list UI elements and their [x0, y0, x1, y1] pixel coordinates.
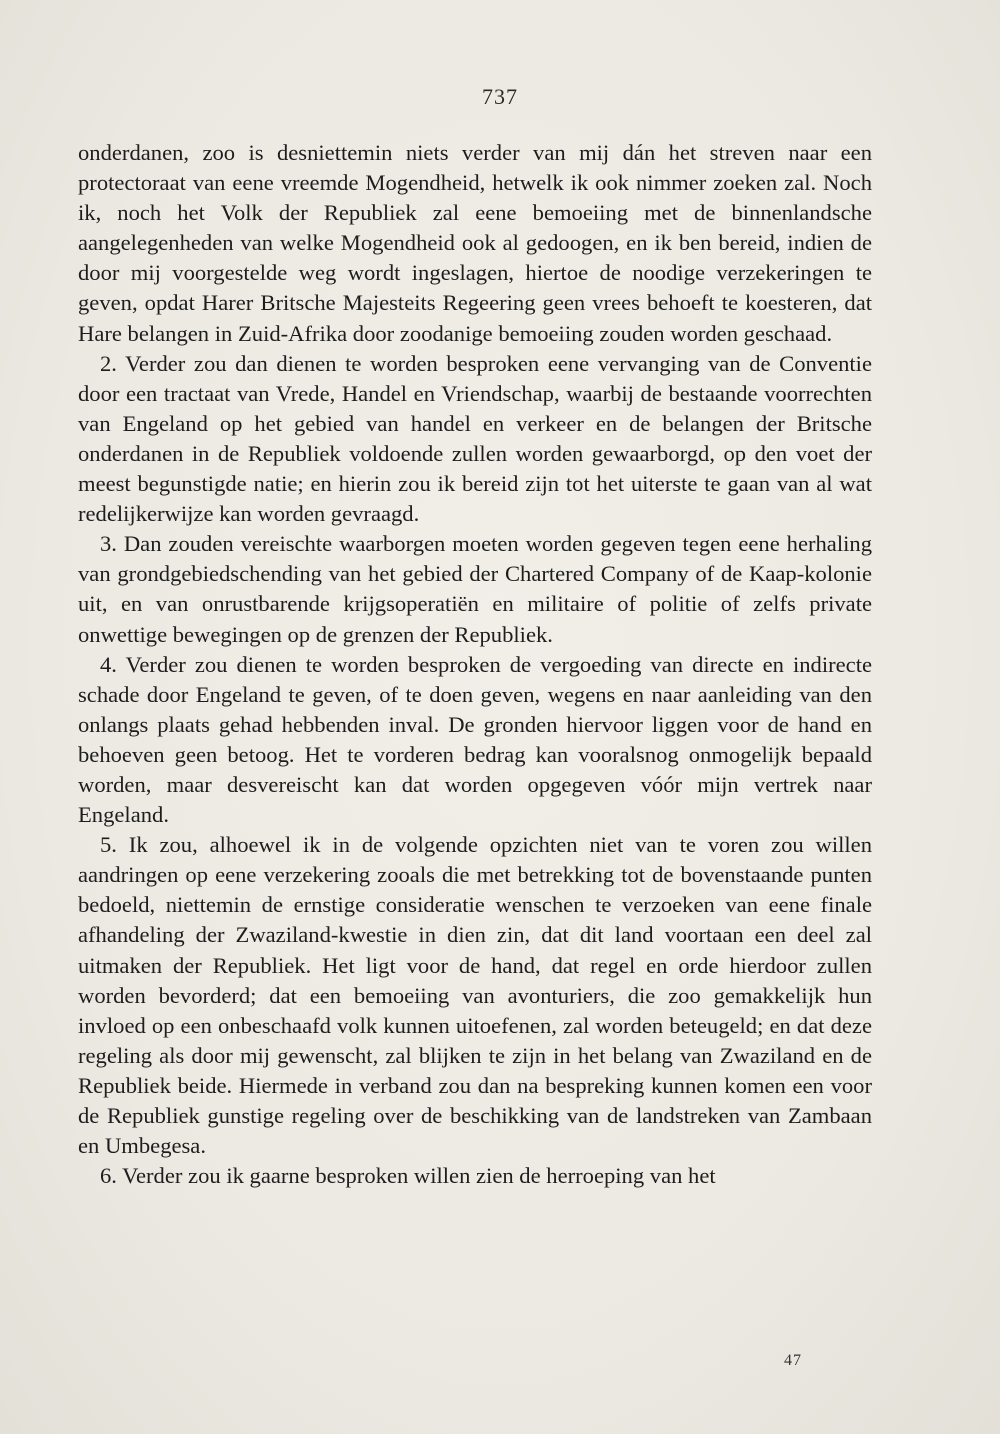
- paragraph-5: 5. Ik zou, alhoewel ik in de volgende opzichten niet van te voren zou willen aandringen op eene verzekering zooals die met betrekking tot de bovenstaande punten bedoeld, niettemin de ernstige consideratie wenschen te verzoeken van eene finale afhandeling der Zwaziland-kwestie in dien zin, dat dit land voortaan een deel zal uitmaken der Republiek. Het ligt voor de hand, dat regel en orde hierdoor zullen worden bevorderd; dat een bemoeiing van avonturiers, die zoo gemakkelijk hun invloed op een onbeschaafd volk kunnen uitoefenen, zal worden beteugeld; en dat deze regeling als door mij gewenscht, zal blijken te zijn in het belang van Zwaziland en de Republiek beide. Hiermede in verband zou dan na bespreking kunnen komen een voor de Republiek gunstige regeling over de beschikking van de landstreken van Zambaan en Umbegesa.: [78, 832, 872, 1159]
- paragraph-3: 3. Dan zouden vereischte waarborgen moeten worden gegeven tegen eene herhaling van grondgebiedschending van het gebied der Chartered Company of de Kaap-kolonie uit, en van onrustbarende krijgsoperatiën en militaire of politie of zelfs private onwettige bewegingen op de grenzen der Republiek.: [78, 531, 872, 647]
- paragraph-intro: onderdanen, zoo is desniettemin niets verder van mij dán het streven naar een protectoraat van eene vreemde Mogendheid, hetwelk ik ook nimmer zoeken zal. Noch ik, noch het Volk der Republiek zal eene bemoeiing met de binnenlandsche aangelegenheden van welke Mogendheid ook al gedoogen, en ik ben bereid, indien de door mij voorgestelde weg wordt ingeslagen, hiertoe de noodige verzekeringen te geven, opdat Harer Britsche Majesteits Regeering geen vrees behoeft te koesteren, dat Hare belangen in Zuid-Afrika door zoodanige bemoeiing zouden worden geschaad.: [78, 140, 872, 346]
- signature-mark: 47: [784, 1352, 802, 1369]
- body-text: [78, 138, 872, 1191]
- paragraph-2: 2. Verder zou dan dienen te worden besproken eene vervanging van de Conventie door een tractaat van Vrede, Handel en Vriendschap, waarbij de bestaande voorrechten van Engeland op het gebied van handel en verkeer en de belangen der Britsche onderdanen in de Republiek voldoende zullen worden gewaarborgd, op den voet der meest begunstigde natie; en hierin zou ik bereid zijn tot het uiterste te gaan van al wat redelijkerwijze kan worden gevraagd.: [78, 350, 872, 527]
- paragraph-4: 4. Verder zou dienen te worden besproken de vergoeding van directe en indirecte schade door Engeland te geven, of te doen geven, wegens en naar aanleiding van den onlangs plaats gehad hebbenden inval. De gronden hiervoor liggen voor de hand en behoeven geen betoog. Het te vorderen bedrag kan vooralsnog onmogelijk bepaald worden, maar desvereischt kan dat worden opgegeven vóór mijn vertrek naar Engeland.: [78, 651, 872, 828]
- page-number: 737: [482, 84, 518, 109]
- paragraph-6: 6. Verder zou ik gaarne besproken willen zien de herroeping van het: [100, 1163, 716, 1189]
